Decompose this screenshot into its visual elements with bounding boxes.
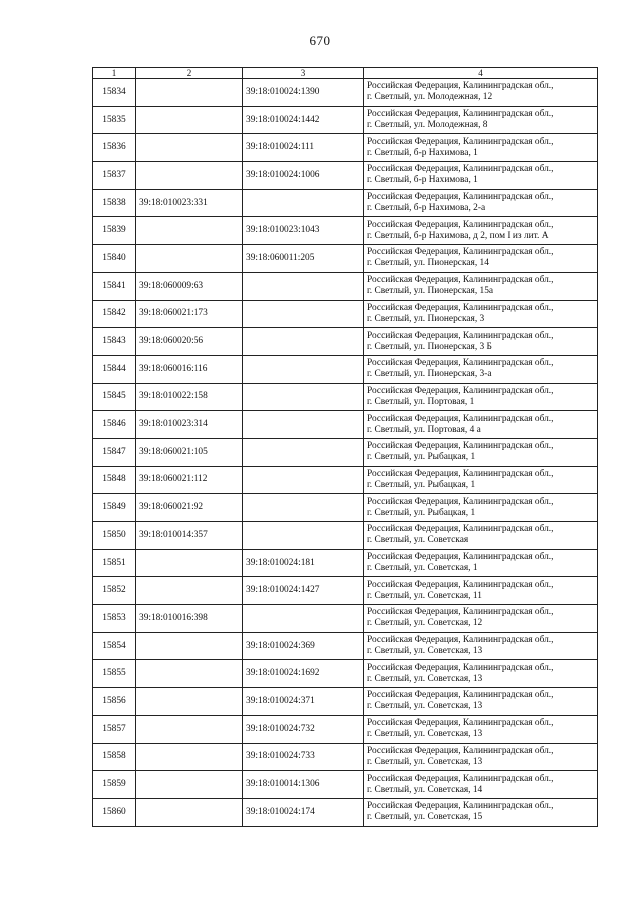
address-cell <box>364 688 598 716</box>
row-number: 15858 <box>93 743 136 771</box>
row-number: 15850 <box>93 522 136 550</box>
address-cell <box>364 577 598 605</box>
address-line-1: Российская Федерация, Калининградская обл., <box>367 109 554 120</box>
cadastral-number-building <box>243 466 364 494</box>
address-cell <box>364 466 598 494</box>
address-cell <box>364 272 598 300</box>
cadastral-number-land <box>136 549 243 577</box>
row-number: 15854 <box>93 632 136 660</box>
address-line-2: г. Светлый, ул. Молодежная, 12 <box>367 92 493 103</box>
address-line-2: г. Светлый, б-р Нахимова, 2-а <box>367 203 486 214</box>
table-row <box>93 162 598 190</box>
cadastral-number-land <box>136 245 243 273</box>
cadastral-number-building: 39:18:010024:732 <box>243 715 364 743</box>
cadastral-number-building: 39:18:010024:371 <box>243 688 364 716</box>
cadastral-number-building: 39:18:010024:1390 <box>243 79 364 107</box>
address-line-1: Российская Федерация, Калининградская обл., <box>367 385 554 396</box>
row-number: 15836 <box>93 134 136 162</box>
row-number: 15860 <box>93 798 136 826</box>
table-row <box>93 522 598 550</box>
row-number: 15842 <box>93 300 136 328</box>
cadastral-number-building: 39:18:010014:1306 <box>243 771 364 799</box>
cadastral-number-land: 39:18:010023:331 <box>136 189 243 217</box>
row-number: 15841 <box>93 272 136 300</box>
address-cell <box>364 79 598 107</box>
address-line-2: г. Светлый, ул. Советская, 15 <box>367 812 483 823</box>
address-line-1: Российская Федерация, Калининградская обл., <box>367 275 554 286</box>
address-cell <box>364 660 598 688</box>
cadastral-number-building: 39:18:060011:205 <box>243 245 364 273</box>
row-number: 15851 <box>93 549 136 577</box>
table-row <box>93 106 598 134</box>
cadastral-number-building: 39:18:010024:174 <box>243 798 364 826</box>
table-row <box>93 798 598 826</box>
table-row <box>93 660 598 688</box>
row-number: 15844 <box>93 355 136 383</box>
address-line-1: Российская Федерация, Калининградская обл., <box>367 219 554 230</box>
row-number: 15846 <box>93 411 136 439</box>
address-cell <box>364 743 598 771</box>
row-number: 15859 <box>93 771 136 799</box>
table-row <box>93 466 598 494</box>
table-row <box>93 328 598 356</box>
row-number: 15857 <box>93 715 136 743</box>
cadastral-number-land <box>136 632 243 660</box>
address-line-2: г. Светлый, ул. Советская, 13 <box>367 756 483 767</box>
row-number: 15852 <box>93 577 136 605</box>
cadastral-number-land <box>136 715 243 743</box>
address-line-1: Российская Федерация, Калининградская обл., <box>367 247 554 258</box>
address-line-2: г. Светлый, ул. Пионерская, 3 Б <box>367 341 492 352</box>
cadastral-number-building: 39:18:010023:1043 <box>243 217 364 245</box>
row-number: 15849 <box>93 494 136 522</box>
table-row <box>93 715 598 743</box>
row-number: 15855 <box>93 660 136 688</box>
row-number: 15834 <box>93 79 136 107</box>
cadastral-number-land: 39:18:010016:398 <box>136 605 243 633</box>
table-row <box>93 632 598 660</box>
address-cell <box>364 217 598 245</box>
page-number: 670 <box>309 33 331 48</box>
address-line-2: г. Светлый, ул. Рыбацкая, 1 <box>367 452 476 463</box>
address-line-1: Российская Федерация, Калининградская обл., <box>367 662 554 673</box>
row-number: 15840 <box>93 245 136 273</box>
address-line-2: г. Светлый, ул. Советская, 13 <box>367 729 483 740</box>
cadastral-number-building: 39:18:010024:1427 <box>243 577 364 605</box>
cadastral-number-building <box>243 328 364 356</box>
cadastral-number-building: 39:18:010024:111 <box>243 134 364 162</box>
cadastral-number-land <box>136 79 243 107</box>
address-line-2: г. Светлый, ул. Молодежная, 8 <box>367 120 488 131</box>
cadastral-number-land: 39:18:060021:92 <box>136 494 243 522</box>
address-cell <box>364 522 598 550</box>
address-line-2: г. Светлый, ул. Советская, 13 <box>367 701 483 712</box>
address-line-2: г. Светлый, ул. Портовая, 4 а <box>367 424 481 435</box>
cadastral-number-building <box>243 355 364 383</box>
cadastral-number-building: 39:18:010024:1006 <box>243 162 364 190</box>
row-number: 15838 <box>93 189 136 217</box>
cadastral-number-land: 39:18:010022:158 <box>136 383 243 411</box>
cadastral-number-building <box>243 272 364 300</box>
cadastral-number-building <box>243 605 364 633</box>
address-line-2: г. Светлый, ул. Рыбацкая, 1 <box>367 479 476 490</box>
cadastral-number-land <box>136 134 243 162</box>
column-header-1: 1 <box>93 68 136 79</box>
address-line-2: г. Светлый, ул. Пионерская, 3-а <box>367 369 492 380</box>
address-cell <box>364 798 598 826</box>
row-number: 15853 <box>93 605 136 633</box>
cadastral-number-building: 39:18:010024:181 <box>243 549 364 577</box>
address-line-1: Российская Федерация, Калининградская обл., <box>367 302 554 313</box>
address-line-1: Российская Федерация, Калининградская обл., <box>367 579 554 590</box>
cadastral-number-land <box>136 660 243 688</box>
cadastral-number-land: 39:18:010023:314 <box>136 411 243 439</box>
address-line-1: Российская Федерация, Калининградская обл., <box>367 552 554 563</box>
cadastral-number-land: 39:18:060021:112 <box>136 466 243 494</box>
property-registry-table <box>92 67 598 827</box>
row-number: 15856 <box>93 688 136 716</box>
address-cell <box>364 383 598 411</box>
table-row <box>93 743 598 771</box>
column-header-2: 2 <box>136 68 243 79</box>
cadastral-number-building <box>243 189 364 217</box>
address-cell <box>364 106 598 134</box>
address-line-1: Российская Федерация, Калининградская обл., <box>367 413 554 424</box>
address-cell <box>364 715 598 743</box>
table-row <box>93 549 598 577</box>
address-line-2: г. Светлый, б-р Нахимова, 1 <box>367 147 478 158</box>
table-row <box>93 134 598 162</box>
cadastral-number-land <box>136 688 243 716</box>
cadastral-number-land <box>136 743 243 771</box>
cadastral-number-land <box>136 162 243 190</box>
address-line-1: Российская Федерация, Калининградская обл., <box>367 524 554 535</box>
table-row <box>93 245 598 273</box>
cadastral-number-building <box>243 522 364 550</box>
cadastral-number-land <box>136 771 243 799</box>
address-cell <box>364 771 598 799</box>
cadastral-number-building: 39:18:010024:733 <box>243 743 364 771</box>
address-line-1: Российская Федерация, Калининградская обл., <box>367 773 554 784</box>
table-row <box>93 605 598 633</box>
address-line-2: г. Светлый, ул. Советская, 1 <box>367 563 478 574</box>
cadastral-number-land <box>136 106 243 134</box>
row-number: 15848 <box>93 466 136 494</box>
cadastral-number-building <box>243 300 364 328</box>
address-line-2: г. Светлый, ул. Пионерская, 15а <box>367 286 494 297</box>
address-cell <box>364 328 598 356</box>
address-line-1: Российская Федерация, Калининградская обл., <box>367 468 554 479</box>
address-line-1: Российская Федерация, Калининградская обл., <box>367 164 554 175</box>
cadastral-number-land: 39:18:060021:173 <box>136 300 243 328</box>
address-line-2: г. Светлый, ул. Советская, 11 <box>367 590 482 601</box>
table-row <box>93 217 598 245</box>
cadastral-number-land: 39:18:060016:116 <box>136 355 243 383</box>
table-header-row <box>93 68 598 79</box>
row-number: 15839 <box>93 217 136 245</box>
cadastral-number-land: 39:18:060020:56 <box>136 328 243 356</box>
address-line-1: Российская Федерация, Калининградская обл., <box>367 192 554 203</box>
cadastral-number-building <box>243 494 364 522</box>
address-cell <box>364 162 598 190</box>
table-row <box>93 688 598 716</box>
table-row <box>93 438 598 466</box>
table-row <box>93 79 598 107</box>
address-line-2: г. Светлый, ул. Советская, 14 <box>367 784 483 795</box>
address-line-1: Российская Федерация, Калининградская обл., <box>367 330 554 341</box>
address-cell <box>364 605 598 633</box>
address-cell <box>364 300 598 328</box>
address-line-2: г. Светлый, ул. Пионерская, 14 <box>367 258 489 269</box>
address-cell <box>364 632 598 660</box>
address-line-2: г. Светлый, ул. Советская, 13 <box>367 646 483 657</box>
address-line-1: Российская Федерация, Калининградская обл., <box>367 801 554 812</box>
row-number: 15847 <box>93 438 136 466</box>
cadastral-number-land: 39:18:010014:357 <box>136 522 243 550</box>
table-row <box>93 189 598 217</box>
address-line-1: Российская Федерация, Калининградская обл., <box>367 718 554 729</box>
cadastral-number-land <box>136 798 243 826</box>
table-row <box>93 300 598 328</box>
table-row <box>93 355 598 383</box>
address-line-1: Российская Федерация, Калининградская обл., <box>367 81 554 92</box>
address-line-2: г. Светлый, ул. Пионерская, 3 <box>367 313 485 324</box>
table-row <box>93 383 598 411</box>
cadastral-number-land: 39:18:060021:105 <box>136 438 243 466</box>
address-line-2: г. Светлый, б-р Нахимова, 1 <box>367 175 478 186</box>
address-line-1: Российская Федерация, Калининградская обл., <box>367 441 554 452</box>
table-row <box>93 411 598 439</box>
cadastral-number-building <box>243 411 364 439</box>
address-cell <box>364 245 598 273</box>
cadastral-number-land: 39:18:060009:63 <box>136 272 243 300</box>
cadastral-number-land <box>136 577 243 605</box>
cadastral-number-land <box>136 217 243 245</box>
row-number: 15837 <box>93 162 136 190</box>
cadastral-number-building <box>243 438 364 466</box>
row-number: 15835 <box>93 106 136 134</box>
address-line-1: Российская Федерация, Калининградская обл., <box>367 136 554 147</box>
table-row <box>93 272 598 300</box>
cadastral-number-building: 39:18:010024:1692 <box>243 660 364 688</box>
address-line-1: Российская Федерация, Калининградская обл., <box>367 496 554 507</box>
table-body <box>93 79 598 827</box>
address-line-1: Российская Федерация, Калининградская обл., <box>367 690 554 701</box>
address-line-2: г. Светлый, ул. Рыбацкая, 1 <box>367 507 476 518</box>
address-cell <box>364 549 598 577</box>
row-number: 15845 <box>93 383 136 411</box>
address-cell <box>364 494 598 522</box>
cadastral-number-building: 39:18:010024:369 <box>243 632 364 660</box>
address-line-1: Российская Федерация, Калининградская обл., <box>367 745 554 756</box>
address-cell <box>364 438 598 466</box>
cadastral-number-building <box>243 383 364 411</box>
address-line-1: Российская Федерация, Калининградская обл., <box>367 358 554 369</box>
address-line-2: г. Светлый, ул. Советская <box>367 535 469 546</box>
column-header-4: 4 <box>364 68 598 79</box>
address-cell <box>364 134 598 162</box>
table-row <box>93 771 598 799</box>
address-cell <box>364 189 598 217</box>
address-cell <box>364 411 598 439</box>
address-cell <box>364 355 598 383</box>
table-row <box>93 577 598 605</box>
address-line-1: Российская Федерация, Калининградская обл., <box>367 635 554 646</box>
row-number: 15843 <box>93 328 136 356</box>
column-header-3: 3 <box>243 68 364 79</box>
table-row <box>93 494 598 522</box>
address-line-1: Российская Федерация, Калининградская обл., <box>367 607 554 618</box>
cadastral-number-building: 39:18:010024:1442 <box>243 106 364 134</box>
address-line-2: г. Светлый, б-р Нахимова, д 2, пом I из лит. А <box>367 230 549 241</box>
address-line-2: г. Светлый, ул. Советская, 12 <box>367 618 483 629</box>
address-line-2: г. Светлый, ул. Советская, 13 <box>367 673 483 684</box>
address-line-2: г. Светлый, ул. Портовая, 1 <box>367 396 475 407</box>
